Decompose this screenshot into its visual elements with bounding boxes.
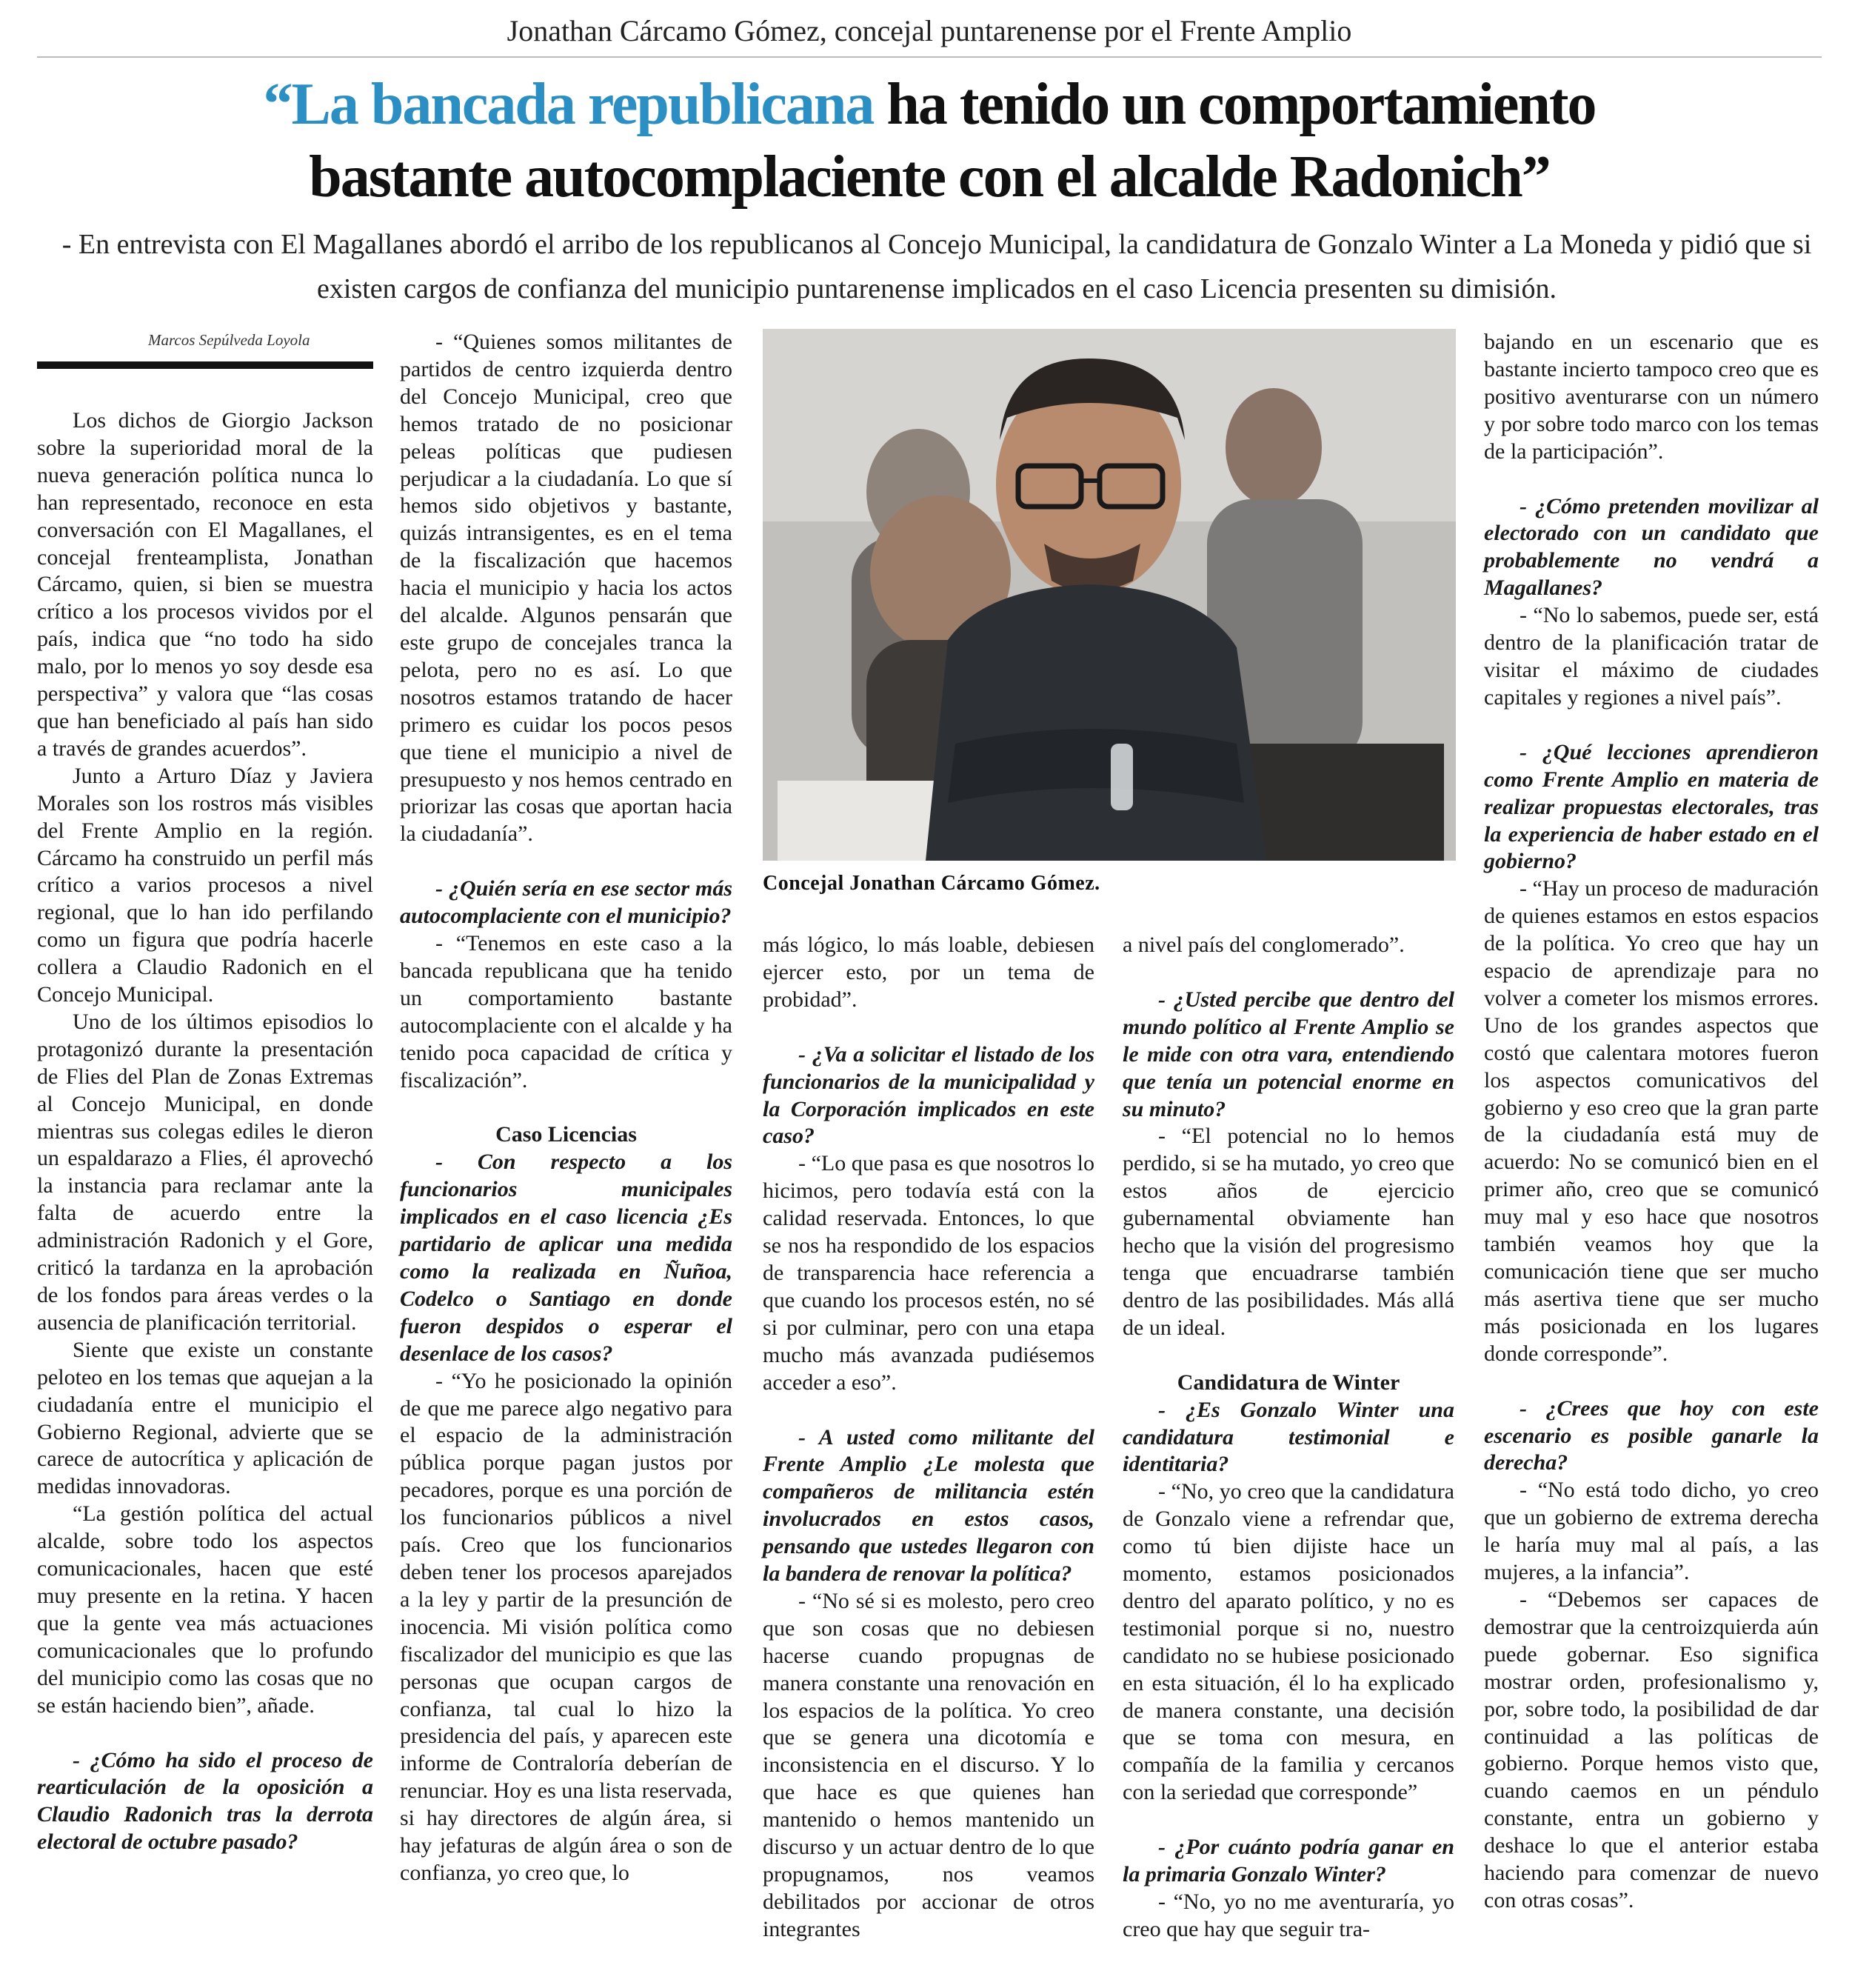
top-divider [37, 56, 1822, 58]
interview-question: - ¿Crees que hoy con este escenario es posible ganarle la derecha? [1484, 1395, 1819, 1475]
interview-answer: - “Lo que pasa es que nosotros lo hicimos, pero todavía está con la calidad reservada. Entonces, lo que se nos ha respondido de los espacios de transparencia hace referencia a que cuando los procesos estén, no sé si por culminar, pero con una etapa mucho más avanzada pudiésemos acceder a eso”. [763, 1151, 1094, 1395]
dek: - En entrevista con El Magallanes abordó el arribo de los republicanos al Concejo Municipal, la candidatura de Gonzalo Winter a La Moneda y pidió que si existen cargos de confianza del municipio puntarenense implicados en el caso Licencia presenten su dimisión. [61, 229, 1812, 304]
byline-bar [37, 361, 373, 369]
headline [37, 68, 1822, 213]
paragraph: Junto a Arturo Díaz y Javiera Morales son los rostros más visibles del Frente Amplio en la región. Cárcamo ha construido un perfil más crítico a varios procesos a nivel regional, que lo han ido perfilando como un figura que podría hacerle collera a Claudio Radonich en el Concejo Municipal. [37, 763, 373, 1007]
paragraph-continued: a nivel país del conglomerado”. [1123, 933, 1405, 957]
interview-question: - ¿Usted percibe que dentro del mundo político al Frente Amplio se le mide con otra vara, entendiendo que tenía un potencial enorme en su minuto? [1123, 987, 1454, 1121]
column-3 [763, 932, 1094, 1944]
section-heading: Caso Licencias [495, 1122, 637, 1147]
interview-answer: - “Debemos ser capaces de demostrar que la centroizquierda aún puede gobernar. Eso significa mostrar orden, profesionalismo y, por, sobre todo, la posibilidad de dar continuidad a las políticas de gobierno. Porque hemos visto que, cuando caemos en un péndulo constante, entra un gobierno y deshace lo que el anterior estaba haciendo para comenzar de nuevo con otras cosas”. [1484, 1587, 1819, 1912]
column-2 [400, 329, 732, 1887]
interview-answer: - “Quienes somos militantes de partidos de centro izquierda dentro del Concejo Municipal, creo que hemos tratado de no posicionar peleas políticas que pudiesen perjudicar a la ciudadanía. Lo que sí hemos sido objetivos y bastante, quizás intransigentes, es en el tema de la fiscalización que hacemos hacia el municipio y hacia los actos del alcalde. Algunos pensarán que este grupo de concejales tranca la pelota, pero no es así. Lo que nosotros estamos tratando de hacer primero es cuidar los pocos pesos que tiene el municipio a nivel de presupuesto y nos hemos centrado en priorizar las cosas que aportan hacia la ciudadanía”. [400, 330, 732, 847]
section-heading: Candidatura de Winter [1177, 1370, 1400, 1395]
photo-caption: Concejal Jonathan Cárcamo Gómez. [763, 872, 1100, 895]
column-1 [37, 407, 373, 1856]
column-4 [1123, 932, 1454, 1944]
interview-answer: - “Tenemos en este caso a la bancada republicana que ha tenido un comportamiento bastante autocomplaciente con el alcalde y ha tenido poca capacidad de crítica y fiscalización”. [400, 931, 732, 1093]
paragraph: Los dichos de Giorgio Jackson sobre la superioridad moral de la nueva generación política nunca lo han representado, reconoce en esta conversación con El Magallanes, el concejal frenteamplista, Jonathan Cárcamo, quien, si bien se muestra crítico a los procesos vividos por el país, indica que “no todo ha sido malo, por lo menos yo soy desde esa perspectiva” y valora que “las cosas que han beneficiado al país han sido a través de grandes acuerdos”. [37, 408, 373, 761]
interview-question: - ¿Cómo ha sido el proceso de rearticulación de la oposición a Claudio Radonich tras la derrota electoral de octubre pasado? [37, 1747, 373, 1855]
interview-answer: - “No sé si es molesto, pero creo que son cosas que no debiesen hacerse cuando propugnas de manera constante una renovación en los espacios de la política. Yo creo que se genera una dicotomía e inconsistencia en el discurso. Y lo que hace es que quienes han mantenido o hemos mantenido un discurso y un actuar dentro de lo que propugnamos, nos veamos debilitados por accionar de otros integrantes [763, 1588, 1094, 1941]
paragraph: Uno de los últimos episodios lo protagonizó durante la presentación de Flies del Plan de Zonas Extremas al Concejo Municipal, en donde mientras sus colegas ediles le dieron un espaldarazo a Flies, él aprovechó la instancia para reclamar ante la falta de acuerdo entre la administración Radonich y el Gore, criticó la tardanza en la aprobación de los fondos para áreas verdes o la ausencia de planificación territorial. [37, 1009, 373, 1335]
interview-question: - ¿Cómo pretenden movilizar al electorado con un candidato que probablemente no vendrá a Magallanes? [1484, 493, 1819, 601]
interview-question: - Con respecto a los funcionarios municipales implicados en el caso licencia ¿Es partidario de aplicar una medida como la realizada en Ñuñoa, Codelco o Santiago en donde fueron despidos o esperar el desenlace de los casos? [400, 1150, 732, 1366]
interview-answer: - “El potencial no lo hemos perdido, si se ha mutado, yo creo que estos años de ejercicio gubernamental obviamente han hecho que la visión del progresismo tenga que encuadrarse también dentro de las posibilidades. Más allá de un ideal. [1123, 1124, 1454, 1340]
interview-question: - ¿Por cuánto podría ganar en la primaria Gonzalo Winter? [1123, 1835, 1454, 1887]
interview-answer: - “Hay un proceso de maduración de quienes estamos en estos espacios de la política. Yo creo que hay un espacio de aprendizaje para no volver a cometer los mismos errores. Uno de los grandes aspectos que costó que calentara motores fueron los aspectos comunicativos del gobierno y eso creo que la gran parte de la ciudadanía está muy de acuerdo: No se comunicó bien en el primer año, creo que se comunicó muy mal y eso hace que nosotros también veamos hoy que la comunicación tiene que ser mucho más asertiva tiene que ser mucho más posicionada en los lugares donde corresponde”. [1484, 876, 1819, 1366]
headline-highlight: “La bancada republicana [263, 72, 874, 137]
interview-question: - ¿Qué lecciones aprendieron como Frente Amplio en materia de realizar propuestas electorales, tras la experiencia de haber estado en el gobierno? [1484, 739, 1819, 874]
column-5 [1484, 329, 1819, 1915]
interview-answer: - “No lo sabemos, puede ser, está dentro de la planificación tratar de visitar el máximo de ciudades capitales y regiones a nivel país”. [1484, 603, 1819, 710]
headline-line1-rest: ha tenido un comportamiento [873, 72, 1596, 137]
byline: Marcos Sepúlveda Loyola [148, 331, 310, 349]
paragraph: Siente que existe un constante peloteo en los temas que aquejan a la ciudadanía entre el municipio el Gobierno Regional, advierte que se carece de autocrítica y aplicación de medidas innovadoras. [37, 1337, 373, 1499]
interview-question: - ¿Quién sería en ese sector más autocomplaciente con el municipio? [400, 876, 732, 929]
paragraph: “La gestión política del actual alcalde, sobre todo los aspectos comunicacionales, hacen que esté muy presente en la retina. Y hacen que la gente vea más actuaciones comunicacionales que lo profundo del municipio como las cosas que no se están haciendo bien”, añade. [37, 1501, 373, 1718]
interview-question: - A usted como militante del Frente Amplio ¿Le molesta que compañeros de militancia estén involucrados en estos casos, pensando que ustedes llegaron con la bandera de renovar la política? [763, 1424, 1094, 1587]
interview-answer: - “No, yo creo que la candidatura de Gonzalo viene a refrendar que, como tú bien dijiste hace un momento, estamos posicionados dentro del aparato político, y no es testimonial porque si no, nuestro candidato no se hubiese posicionado en esta situación, él lo ha explicado de manera constante, una decisión que se toma con mesura, en compañía de la familia y cercanos con la seriedad que corresponde” [1123, 1479, 1454, 1805]
interview-answer: - “No, yo no me aventuraría, yo creo que hay que seguir tra- [1123, 1889, 1454, 1941]
interview-question: - ¿Va a solicitar el listado de los funcionarios de la municipalidad y la Corporación implicados en este caso? [763, 1041, 1094, 1149]
portrait-photo [763, 329, 1456, 861]
paragraph-continued: bajando en un escenario que es bastante incierto tampoco creo que es positivo aventurarse con un número y por sobre todo marco con los temas de la participación”. [1484, 330, 1819, 464]
paragraph-continued: más lógico, lo más loable, debiesen ejercer esto, por un tema de probidad”. [763, 933, 1094, 1012]
interview-question: - ¿Es Gonzalo Winter una candidatura testimonial e identitaria? [1123, 1397, 1454, 1477]
kicker: Jonathan Cárcamo Gómez, concejal puntarenense por el Frente Amplio [507, 14, 1352, 47]
headline-line2: bastante autocomplaciente con el alcalde Radonich” [309, 144, 1550, 210]
interview-answer: - “Yo he posicionado la opinión de que me parece algo negativo para el espacio de la administración pública porque pagan justos por pecadores, porque es una porción de los funcionarios públicos a nivel país. Creo que los funcionarios deben tener los procesos aparejados a la ley y partir de la presunción de inocencia. Mi visión política como fiscalizador del municipio es que las personas que ocupan cargos de confianza, tal cual lo hizo la presidencia del país, y aparecen este informe de Contraloría deberían de renunciar. Hoy es una lista reservada, si hay directores de algún área, si hay jefaturas de algún área o son de confianza, yo creo que, lo [400, 1368, 732, 1885]
interview-answer: - “No está todo dicho, yo creo que un gobierno de extrema derecha le haría muy mal al país, a las mujeres, a la infancia”. [1484, 1478, 1819, 1585]
